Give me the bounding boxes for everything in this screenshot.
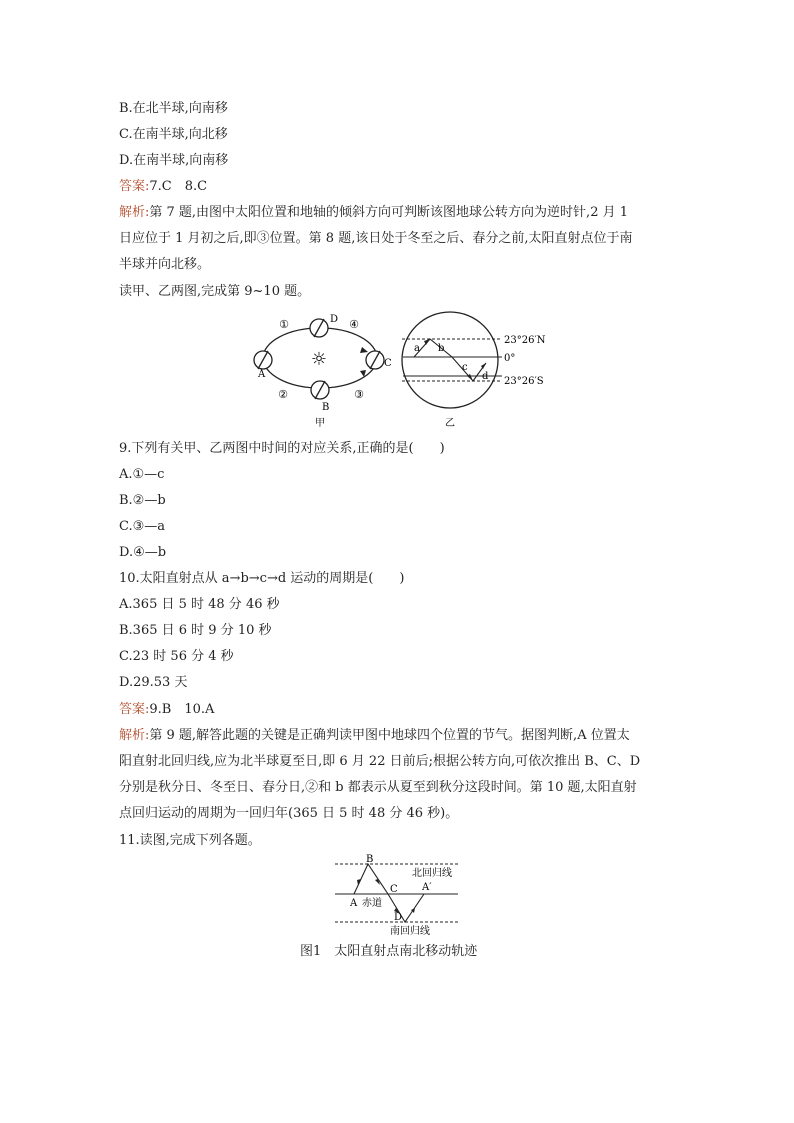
globe-circle	[402, 312, 498, 408]
sun-path	[414, 339, 486, 381]
point-a: a	[414, 343, 420, 354]
analysis-9-10-line-2: 阳直射北回归线,应为北半球夏至日,即 6 月 22 日前后;根据公转方向,可依次推出 B、C、D	[119, 754, 641, 769]
north-tropic-label: 北回归线	[412, 868, 452, 879]
analysis-7-8-line-3: 半球并向北移。	[119, 257, 211, 272]
answer-value: 7.C 8.C	[149, 179, 208, 194]
point-d: D	[394, 912, 403, 923]
point-a-prime: A′	[422, 882, 432, 893]
intro-9-10: 读甲、乙两图,完成第 9~10 题。	[119, 284, 311, 299]
orbit-arrow-icon	[360, 347, 368, 353]
point-c: c	[462, 362, 468, 373]
label-a: A	[258, 369, 266, 380]
analysis-text: 第 7 题,由图中太阳位置和地轴的倾斜方向可判断该图地球公转方向为逆时针,2 月 1	[149, 205, 628, 220]
lat-south-label: 23°26′S	[504, 376, 544, 387]
lat-north-label: 23°26′N	[504, 335, 546, 346]
earth-d	[310, 319, 328, 337]
caption-yi: 乙	[445, 418, 455, 429]
q10-option-c: C.23 时 56 分 4 秒	[119, 649, 234, 664]
point-b: b	[438, 343, 445, 354]
answer-7-8	[119, 178, 207, 195]
q11-stem: 11.读图,完成下列各题。	[119, 833, 261, 848]
south-tropic-label: 南回归线	[390, 926, 430, 937]
figure-1-caption: 图1 太阳直射点南北移动轨迹	[300, 944, 478, 959]
q9-option-a: A.①—c	[119, 467, 165, 482]
point-c: C	[390, 884, 398, 895]
q8-option-c: C.在南半球,向北移	[119, 127, 228, 142]
answer-value: 9.B 10.A	[149, 702, 215, 717]
orbit-pos-4: ④	[349, 318, 359, 331]
label-d: D	[330, 314, 339, 325]
point-a: A	[350, 898, 358, 909]
analysis-text: 第 9 题,解答此题的关键是正确判读甲图中地球四个位置的节气。据图判断,A 位置太	[149, 728, 630, 743]
q10-option-a: A.365 日 5 时 48 分 46 秒	[119, 597, 280, 612]
analysis-7-8-line-2: 日应位于 1 月初之后,即③位置。第 8 题,该日处于冬至之后、春分之前,太阳直射点位于南	[119, 231, 633, 246]
label-c: C	[384, 358, 392, 369]
earth-b	[311, 381, 329, 399]
analysis-7-8-line-1	[119, 204, 628, 221]
figure-1	[330, 852, 470, 938]
q9-option-c: C.③—a	[119, 519, 166, 534]
point-d: d	[482, 371, 489, 382]
q10-option-b: B.365 日 6 时 9 分 10 秒	[119, 623, 272, 638]
equator-label: 赤道	[362, 898, 382, 909]
q9-option-d: D.④—b	[119, 545, 167, 560]
lat-equator-label: 0°	[504, 353, 516, 364]
caption-jia: 甲	[315, 418, 325, 429]
q9-stem: 9.下列有关甲、乙两图中时间的对应关系,正确的是( )	[119, 441, 445, 456]
figure-jia	[250, 310, 400, 430]
analysis-9-10-line-3: 分别是秋分日、冬至日、春分日,②和 b 都表示从夏至到秋分这段时间。第 10 题,太阳直射	[119, 780, 637, 795]
analysis-9-10-line-4: 点回归运动的周期为一回归年(365 日 5 时 48 分 46 秒)。	[119, 806, 459, 821]
q8-option-b: B.在北半球,向南移	[119, 101, 228, 116]
orbit-pos-1: ①	[279, 318, 289, 331]
label-b: B	[322, 402, 330, 413]
point-b: B	[366, 854, 374, 865]
q8-option-d: D.在南半球,向南移	[119, 153, 229, 168]
q10-option-d: D.29.53 天	[119, 675, 188, 690]
q10-stem: 10.太阳直射点从 a→b→c→d 运动的周期是( )	[119, 571, 405, 586]
analysis-label: 解析:	[119, 728, 150, 743]
earth-a	[254, 351, 272, 369]
orbit-pos-2: ②	[278, 388, 288, 401]
sun-icon: ☼	[310, 349, 328, 370]
figure-yi	[400, 310, 550, 430]
answer-label: 答案:	[119, 702, 150, 717]
earth-c	[366, 351, 384, 369]
analysis-9-10-line-1	[119, 727, 630, 744]
answer-label: 答案:	[119, 179, 150, 194]
analysis-label: 解析:	[119, 205, 150, 220]
orbit-pos-3: ③	[354, 388, 364, 401]
answer-9-10	[119, 701, 214, 718]
q9-option-b: B.②—b	[119, 493, 166, 508]
